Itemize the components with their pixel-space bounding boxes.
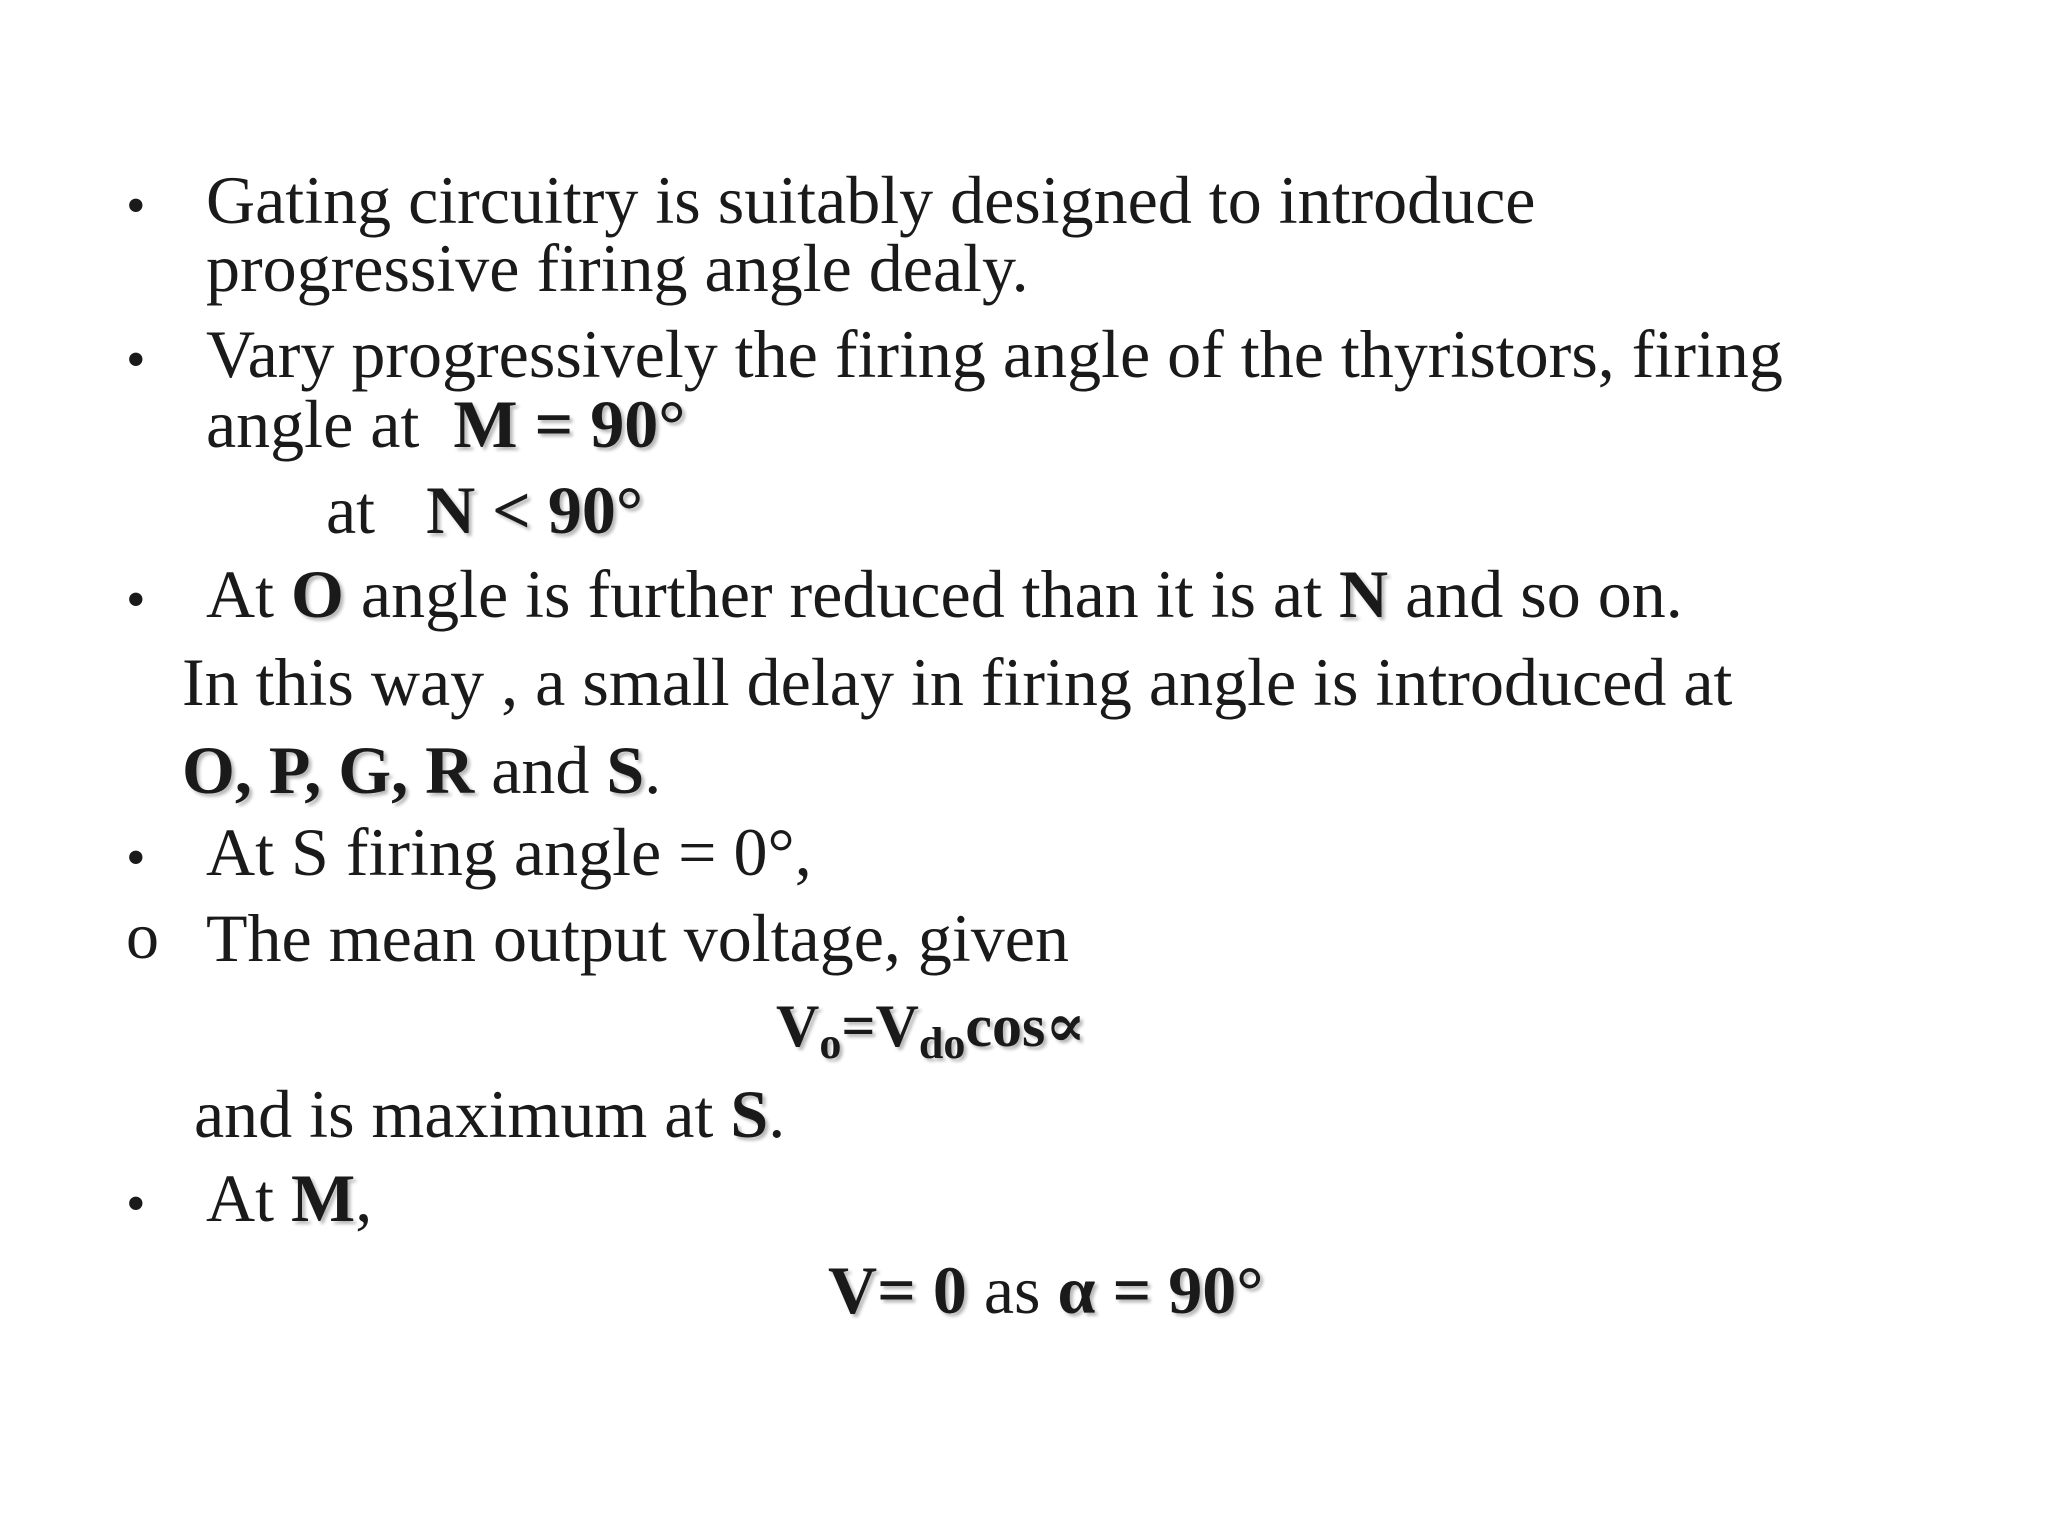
bullet-circle: o xyxy=(126,900,159,973)
bullet-dot: • xyxy=(126,827,146,889)
bullet-dot: • xyxy=(126,329,146,391)
bullet-3-line-1 xyxy=(206,556,1683,632)
maximum-line xyxy=(194,1076,786,1152)
bullet-1-line-2: progressive firing angle dealy. xyxy=(206,230,1029,306)
bullet-2-line-2 xyxy=(206,386,686,462)
maximum-period: . xyxy=(768,1076,786,1152)
formula-sub-o: o xyxy=(819,1019,842,1068)
points-list: O, P, G, R xyxy=(182,732,475,808)
bullet-3-mid: angle is further reduced than it is at xyxy=(360,556,1323,632)
bullet-dot: • xyxy=(126,1173,146,1235)
bullet-6-at: At xyxy=(206,1160,274,1236)
bullet-3-end: and so on. xyxy=(1405,556,1683,632)
formula-sub-do: do xyxy=(918,1019,966,1068)
formula-as: as xyxy=(983,1252,1041,1328)
bullet-3-at: At xyxy=(206,556,274,632)
bullet-2-line-3-prefix: at xyxy=(326,472,376,548)
bullet-5-line: The mean output voltage, given xyxy=(206,900,1069,976)
bullet-3-and: and xyxy=(491,732,590,808)
formula-v-zero: V= 0 xyxy=(828,1252,967,1328)
formula-mean-voltage xyxy=(776,993,1086,1068)
bullet-1-line-1: Gating circuitry is suitably designed to introduce xyxy=(206,162,1536,238)
point-n: N xyxy=(1339,556,1389,632)
n-angle-value: N < 90° xyxy=(426,472,644,548)
bullet-4-line: At S firing angle = 0°, xyxy=(206,814,812,890)
formula-eq-v: =V xyxy=(841,993,919,1059)
formula-v: V xyxy=(776,993,820,1059)
formula-alpha: α = 90° xyxy=(1057,1252,1264,1328)
bullet-dot: • xyxy=(126,569,146,631)
bullet-3-period: . xyxy=(644,732,662,808)
bullet-3-line-2: In this way , a small delay in firing angle is introduced at xyxy=(182,644,1733,720)
bullet-6-line xyxy=(206,1160,373,1236)
m-angle-value: M = 90° xyxy=(453,386,686,462)
point-m: M xyxy=(291,1160,356,1236)
bullet-2-line-1: Vary progressively the firing angle of the thyristors, firing xyxy=(206,316,1783,392)
point-o: O xyxy=(291,556,344,632)
maximum-text: and is maximum at xyxy=(194,1076,714,1152)
point-s: S xyxy=(606,732,645,808)
formula-zero-voltage xyxy=(828,1252,1264,1328)
bullet-2-line-2-prefix: angle at xyxy=(206,386,420,462)
maximum-point-s: S xyxy=(730,1076,769,1152)
formula-cos: cos∝ xyxy=(965,993,1086,1059)
bullet-2-line-3 xyxy=(326,472,644,548)
bullet-6-comma: , xyxy=(355,1160,373,1236)
bullet-3-line-3 xyxy=(182,732,662,808)
bullet-dot: • xyxy=(126,175,146,237)
